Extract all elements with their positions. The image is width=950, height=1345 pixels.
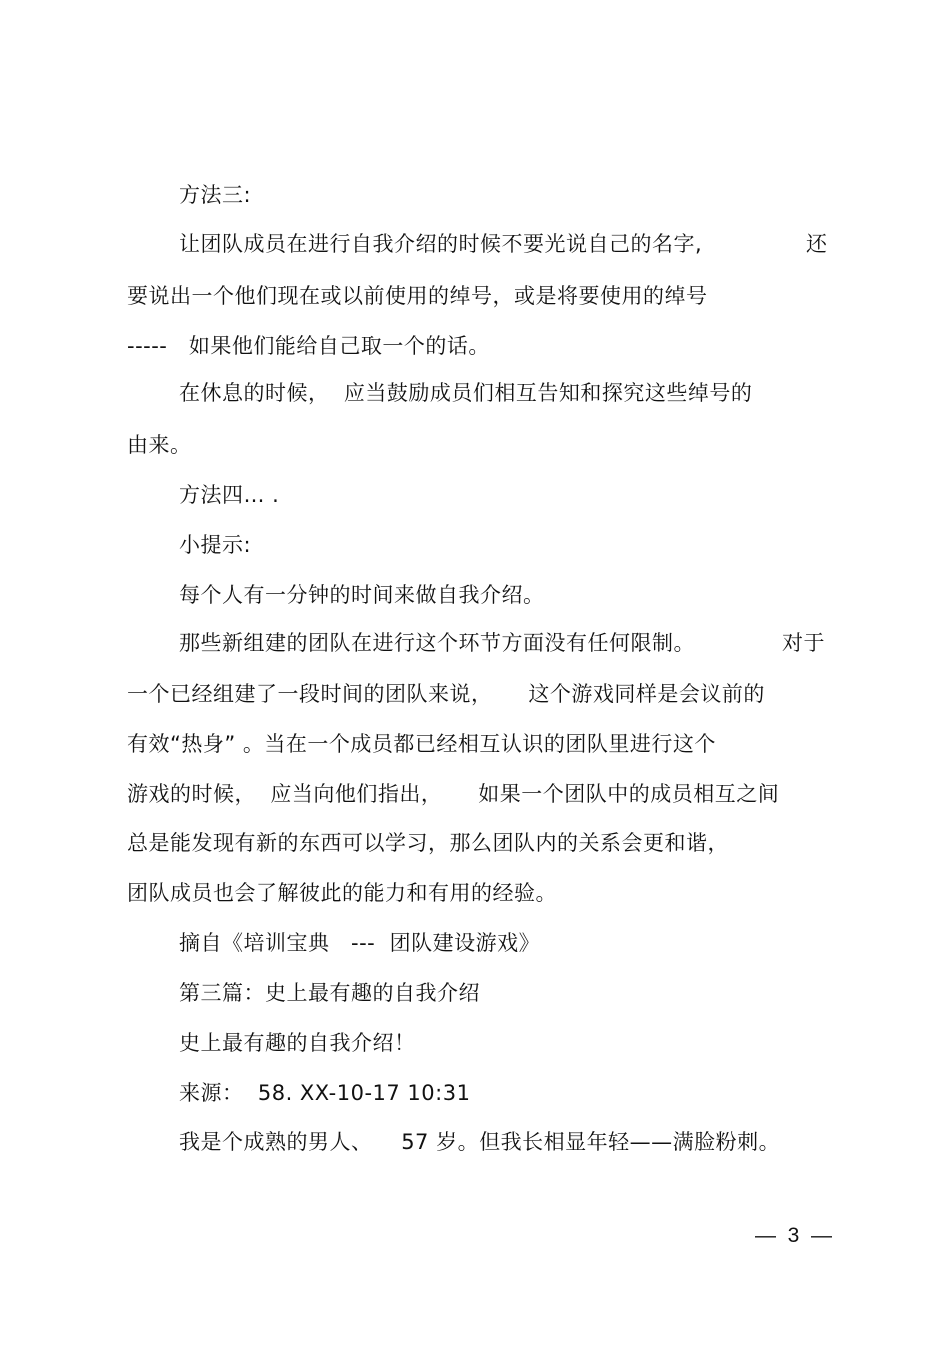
- paragraph-line: 有效“热身” 。当在一个成员都已经相互认识的团队里进行这个: [127, 732, 716, 756]
- article-title: 史上最有趣的自我介绍！: [179, 1031, 416, 1055]
- page-number: — 3 —: [755, 1224, 833, 1247]
- paragraph-line: 由来。: [127, 433, 192, 457]
- paragraph-line: 每个人有一分钟的时间来做自我介绍。: [179, 583, 545, 607]
- paragraph-line: 要说出一个他们现在或以前使用的绰号，或是将要使用的绰号: [127, 284, 708, 308]
- source-date-line: 来源： 58. XX-10-17 10:31: [179, 1081, 471, 1105]
- paragraph-line: 一个已经组建了一段时间的团队来说， 这个游戏同样是会议前的: [127, 682, 765, 706]
- paragraph-line: ----- 如果他们能给自己取一个的话。: [127, 334, 490, 358]
- source-citation: 摘自《培训宝典 --- 团队建设游戏》: [179, 931, 541, 955]
- paragraph-line: 那些新组建的团队在进行这个环节方面没有任何限制。: [179, 631, 695, 655]
- heading-method-four: 方法四… .: [179, 483, 280, 507]
- heading-tips: 小提示:: [179, 533, 252, 557]
- paragraph-line: 团队成员也会了解彼此的能力和有用的经验。: [127, 881, 557, 905]
- section-title: 第三篇：史上最有趣的自我介绍: [179, 981, 480, 1005]
- paragraph-line: 在休息的时候， 应当鼓励成员们相互告知和探究这些绰号的: [179, 381, 753, 405]
- paragraph-line-end: 还: [806, 232, 828, 256]
- paragraph-line: 总是能发现有新的东西可以学习，那么团队内的关系会更和谐，: [127, 831, 729, 855]
- paragraph-line: 游戏的时候， 应当向他们指出， 如果一个团队中的成员相互之间: [127, 782, 780, 806]
- paragraph-line: 让团队成员在进行自我介绍的时候不要光说自己的名字,: [179, 232, 703, 256]
- paragraph-line-end: 对于: [782, 631, 825, 655]
- paragraph-line: 我是个成熟的男人、 57 岁。但我长相显年轻——满脸粉刺。: [179, 1130, 781, 1154]
- heading-method-three: 方法三:: [179, 183, 252, 207]
